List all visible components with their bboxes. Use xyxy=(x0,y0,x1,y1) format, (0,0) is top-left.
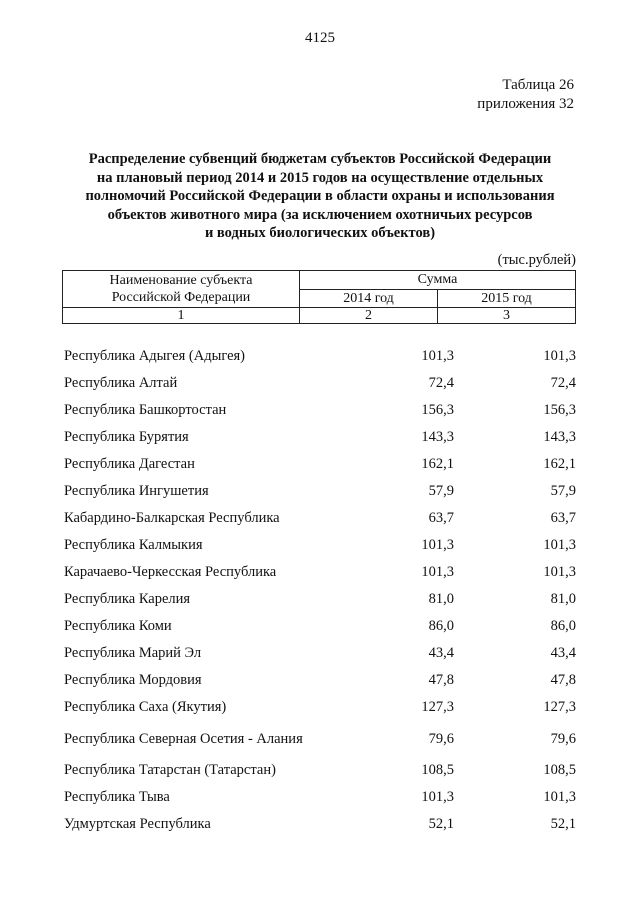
table-reference xyxy=(477,76,574,114)
amount-2015: 101,3 xyxy=(543,564,576,580)
amount-2014: 81,0 xyxy=(428,591,454,607)
amount-2014: 143,3 xyxy=(421,429,454,445)
header-subject-name xyxy=(63,271,300,308)
amount-2015: 101,3 xyxy=(543,348,576,364)
header-col-number: 3 xyxy=(438,308,576,324)
amount-2015: 72,4 xyxy=(550,375,576,391)
table-row xyxy=(64,811,576,838)
amount-2015: 43,4 xyxy=(550,645,576,661)
subject-name: Республика Бурятия xyxy=(64,429,189,445)
table-row xyxy=(64,451,576,478)
header-col-number: 1 xyxy=(63,308,300,324)
subject-name: Республика Тыва xyxy=(64,789,170,805)
table-row xyxy=(64,694,576,721)
amount-2014: 101,3 xyxy=(421,348,454,364)
header-year-2014: 2014 год xyxy=(300,289,438,308)
amount-2015: 47,8 xyxy=(550,672,576,688)
amount-2014: 52,1 xyxy=(428,816,454,832)
table-number: Таблица 26 xyxy=(502,77,574,93)
table-row xyxy=(64,586,576,613)
page-number: 4125 xyxy=(305,30,335,46)
amount-2015: 81,0 xyxy=(550,591,576,607)
document-title xyxy=(40,150,600,243)
title-line: объектов животного мира (за исключением охотничьих ресурсов xyxy=(107,206,533,223)
subject-name: Карачаево-Черкесская Республика xyxy=(64,564,277,580)
header-sum: Сумма xyxy=(300,271,576,290)
amount-2014: 43,4 xyxy=(428,645,454,661)
amount-2014: 47,8 xyxy=(428,672,454,688)
table-row xyxy=(64,640,576,667)
title-line: полномочий Российской Федерации в области охраны и использования xyxy=(85,188,555,204)
amount-2014: 108,5 xyxy=(421,762,454,778)
table-row xyxy=(64,784,576,811)
subject-name: Республика Северная Осетия - Алания xyxy=(64,730,303,747)
amount-2015: 156,3 xyxy=(543,402,576,418)
table-row xyxy=(64,559,576,586)
subject-name: Удмуртская Республика xyxy=(64,816,211,832)
subject-name: Республика Татарстан (Татарстан) xyxy=(64,762,276,778)
amount-2014: 63,7 xyxy=(428,510,454,526)
table-row xyxy=(64,478,576,505)
amount-2015: 57,9 xyxy=(550,483,576,499)
subject-name: Кабардино-Балкарская Республика xyxy=(64,510,280,526)
amount-2014: 156,3 xyxy=(421,402,454,418)
header-col-number: 2 xyxy=(300,308,438,324)
subject-name: Республика Алтай xyxy=(64,375,178,391)
subject-name: Республика Карелия xyxy=(64,591,191,607)
amount-2014: 86,0 xyxy=(428,618,454,634)
table-row xyxy=(64,613,576,640)
header-year-2015: 2015 год xyxy=(438,289,576,308)
table-row xyxy=(64,757,576,784)
title-line: Распределение субвенций бюджетам субъектов Российской Федерации xyxy=(88,151,552,167)
subject-name: Республика Башкортостан xyxy=(64,402,227,418)
amount-2015: 101,3 xyxy=(543,789,576,805)
amount-2015: 63,7 xyxy=(550,510,576,526)
subject-name: Республика Адыгея (Адыгея) xyxy=(64,348,246,364)
table-row xyxy=(64,370,576,397)
amount-2015: 79,6 xyxy=(550,730,576,747)
table-row xyxy=(64,505,576,532)
table-header xyxy=(62,270,576,324)
amount-2014: 162,1 xyxy=(421,456,454,472)
table-row xyxy=(64,343,576,370)
subject-name: Республика Калмыкия xyxy=(64,537,203,553)
units-label: (тыс.рублей) xyxy=(497,252,576,268)
appendix-number: приложения 32 xyxy=(477,96,574,112)
amount-2015: 143,3 xyxy=(543,429,576,445)
amount-2014: 101,3 xyxy=(421,537,454,553)
amount-2015: 127,3 xyxy=(543,699,576,715)
subject-name: Республика Дагестан xyxy=(64,456,195,472)
subject-name: Республика Саха (Якутия) xyxy=(64,699,227,715)
subject-name: Республика Ингушетия xyxy=(64,483,209,499)
amount-2015: 162,1 xyxy=(543,456,576,472)
table-row xyxy=(64,721,576,757)
table-body xyxy=(64,343,576,838)
subject-name: Республика Коми xyxy=(64,618,172,634)
header-name-line: Наименование субъекта xyxy=(109,273,253,288)
amount-2015: 86,0 xyxy=(550,618,576,634)
title-line: и водных биологических объектов) xyxy=(204,225,436,241)
table-row xyxy=(64,397,576,424)
amount-2014: 101,3 xyxy=(421,789,454,805)
amount-2014: 72,4 xyxy=(428,375,454,391)
table-row xyxy=(64,667,576,694)
amount-2014: 79,6 xyxy=(428,730,454,747)
amount-2015: 101,3 xyxy=(543,537,576,553)
amount-2014: 127,3 xyxy=(421,699,454,715)
subject-name: Республика Марий Эл xyxy=(64,645,202,661)
table-row xyxy=(64,532,576,559)
subject-name: Республика Мордовия xyxy=(64,672,202,688)
amount-2014: 101,3 xyxy=(421,564,454,580)
title-line: на плановый период 2014 и 2015 годов на осуществление отдельных xyxy=(96,169,544,186)
amount-2014: 57,9 xyxy=(428,483,454,499)
amount-2015: 108,5 xyxy=(543,762,576,778)
header-name-line: Российской Федерации xyxy=(111,290,251,305)
amount-2015: 52,1 xyxy=(550,816,576,832)
table-row xyxy=(64,424,576,451)
